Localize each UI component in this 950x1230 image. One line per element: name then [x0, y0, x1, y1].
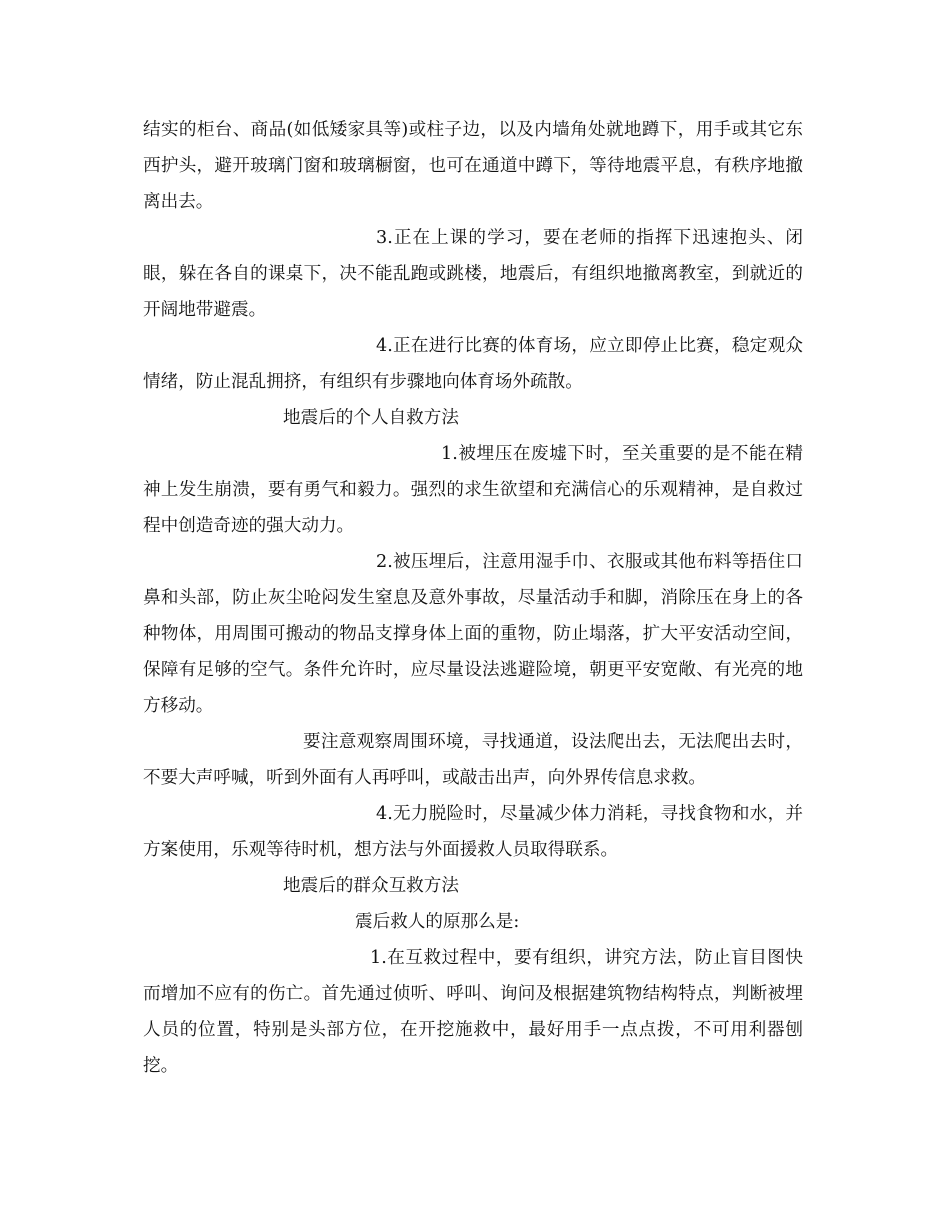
heading-mutual-rescue: 地震后的群众互救方法 [283, 876, 459, 896]
document-body [143, 112, 803, 1084]
paragraph-self-rescue-1: 1.被埋压在废墟下时，至关重要的是不能在精神上发生崩溃，要有勇气和毅力。强烈的求生欲望和充满信心的乐观精神，是自救过程中创造奇迹的强大动力。 [143, 444, 803, 536]
heading-rescue-principles: 震后救人的原那么是: [355, 912, 520, 932]
paragraph-stadium: 4.正在进行比赛的体育场，应立即停止比赛，稳定观众情绪，防止混乱拥挤，有组织有步骤地向体育场外疏散。 [143, 336, 803, 392]
paragraph-shelter-continued: 结实的柜台、商品(如低矮家具等)或柱子边，以及内墙角处就地蹲下，用手或其它东西护头，避开玻璃门窗和玻璃橱窗，也可在通道中蹲下，等待地震平息，有秩序地撤离出去。 [143, 120, 803, 212]
heading-self-rescue: 地震后的个人自救方法 [283, 408, 459, 428]
paragraph-classroom: 3.正在上课的学习，要在老师的指挥下迅速抱头、闭眼，躲在各自的课桌下，决不能乱跑或跳楼，地震后，有组织地撤离教室，到就近的开阔地带避震。 [143, 228, 803, 320]
paragraph-mutual-rescue-1: 1.在互救过程中，要有组织，讲究方法，防止盲目图快而增加不应有的伤亡。首先通过侦听、呼叫、询问及根据建筑物结构特点，判断被埋人员的位置，特别是头部方位，在开挖施救中，最好用手一点点拨，不可用利器刨挖。 [143, 948, 803, 1076]
paragraph-self-rescue-3: 要注意观察周围环境，寻找通道，设法爬出去，无法爬出去时，不要大声呼喊，听到外面有人再呼叫，或敲击出声，向外界传信息求救。 [143, 732, 803, 788]
paragraph-self-rescue-2: 2.被压埋后，注意用湿手巾、衣服或其他布料等捂住口鼻和头部，防止灰尘呛闷发生窒息及意外事故，尽量活动手和脚，消除压在身上的各种物体，用周围可搬动的物品支撑身体上面的重物，防止塌落，扩大平安活动空间，保障有足够的空气。条件允许时，应尽量设法逃避险境，朝更平安宽敞、有光亮的地方移动。 [143, 552, 803, 716]
paragraph-self-rescue-4: 4.无力脱险时，尽量减少体力消耗，寻找食物和水，并方案使用，乐观等待时机，想方法与外面援救人员取得联系。 [143, 804, 803, 860]
